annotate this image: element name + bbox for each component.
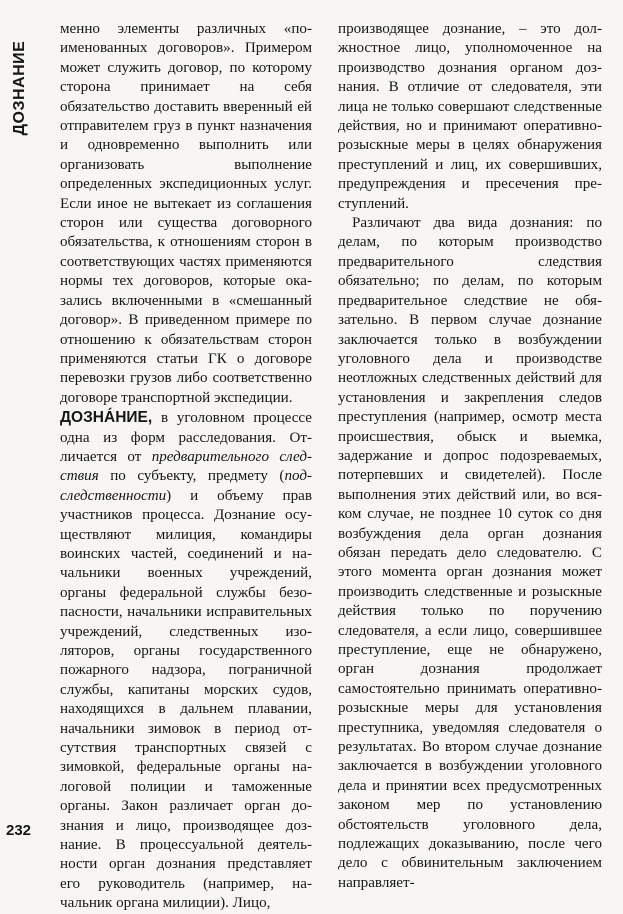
cross-reference-preliminary-investigation[interactable]: предварительного следствия xyxy=(60,448,312,485)
entry-text-3: ) и объему прав участников процесса. Дознание осуществляют милиция, командиры воинских частей, соединений и начальники военных учреждений, органы федеральной службы безопасности, начальники исправительных учреждений, следственных изоляторов, органы государственного пожарного надзора, пограничной службы, капитаны морских судов, находящихся в дальнем плавании, начальники зимовок в период отсутствия транспортных связей с зимовкой, федеральные органы налоговой полиции и таможенные органы. Закон различает орган дознания и лицо, производящее дознание. В процессуальной деятельности орган дознания представляет его руководитель (например, начальник органа милиции). Лицо, xyxy=(60,487,312,912)
running-head xyxy=(8,18,32,158)
entry-text-2: по субъекту, предмету ( xyxy=(98,468,285,485)
left-column xyxy=(60,20,312,912)
entry-paragraph xyxy=(60,408,312,914)
entry-headword: ДОЗНА́НИЕ, xyxy=(60,409,153,427)
entry-text-1: в уголовном процессе одна из форм расследования. Отличается от xyxy=(60,410,312,465)
cross-reference-jurisdiction[interactable]: подследственности xyxy=(60,468,312,504)
right-paragraph-2: Различают два вида дознания: по делам, по которым производство предварительного следствия обязательно; по делам, по которым предварительное следствие не обязательно. В первом случае дознание заключается только в возбуждении уголовного дела и производстве неотложных следственных действий для установления и закрепления следов преступления (например, осмотр места происшествия, обыск и выемка, задержание и допрос подозреваемых, потерпевших и свидетелей). После выполнения этих действий или, во всяком случае, не позднее 10 суток со дня возбуждения дела орган дознания обязан передать дело следователю. С этого момента орган дознания может производить следственные и розыскные действия только по поручению следователя, а если лицо, совершившее преступление, еще не обнаружено, орган дознания продолжает самостоятельно принимать оперативно-розыскные меры для установления преступника, уведомляя следователя о результатах. Во втором случае дознание заключается в возбуждении уголовного дела и принятии всех предусмотренных законом мер по установлению обстоятельств уголовного дела, подлежащих доказыванию, после чего дело с обвинительным заключением направляет- xyxy=(338,215,602,891)
right-column xyxy=(338,20,602,891)
right-paragraph-1: производящее дознание, – это должностное лицо, уполномоченное на производство дознания органом дознания. В отличие от следователя, эти лица не только совершают следственные действия, но и принимают оперативно-розыскные меры в целях обнаружения преступлений и лиц, их совершивших, предупреждения и пресечения преступлений. xyxy=(338,21,602,212)
running-head-text: ДОЗНАНИЕ xyxy=(11,40,28,136)
continuation-paragraph: менно элементы различных «поименованных договоров». Примером может служить договор, по которому сторона принимает на себя обязательство доставить вверенный ей отправителем груз в пункт назначения и одновременно выполнить или организовать выполнение определенных экспедиционных услуг. Если иное не вытекает из соглашения сторон или существа договорного обязательства, к отношениям сторон в соответствующих частях применяются нормы тех договоров, которые оказались включенными в «смешанный договор». В приведенном примере по отношению к обязательствам сторон применяются статьи ГК о договоре перевозки грузов либо соответственно договоре транспортной экспедиции. xyxy=(60,21,312,406)
page-number: 232 xyxy=(6,822,32,839)
